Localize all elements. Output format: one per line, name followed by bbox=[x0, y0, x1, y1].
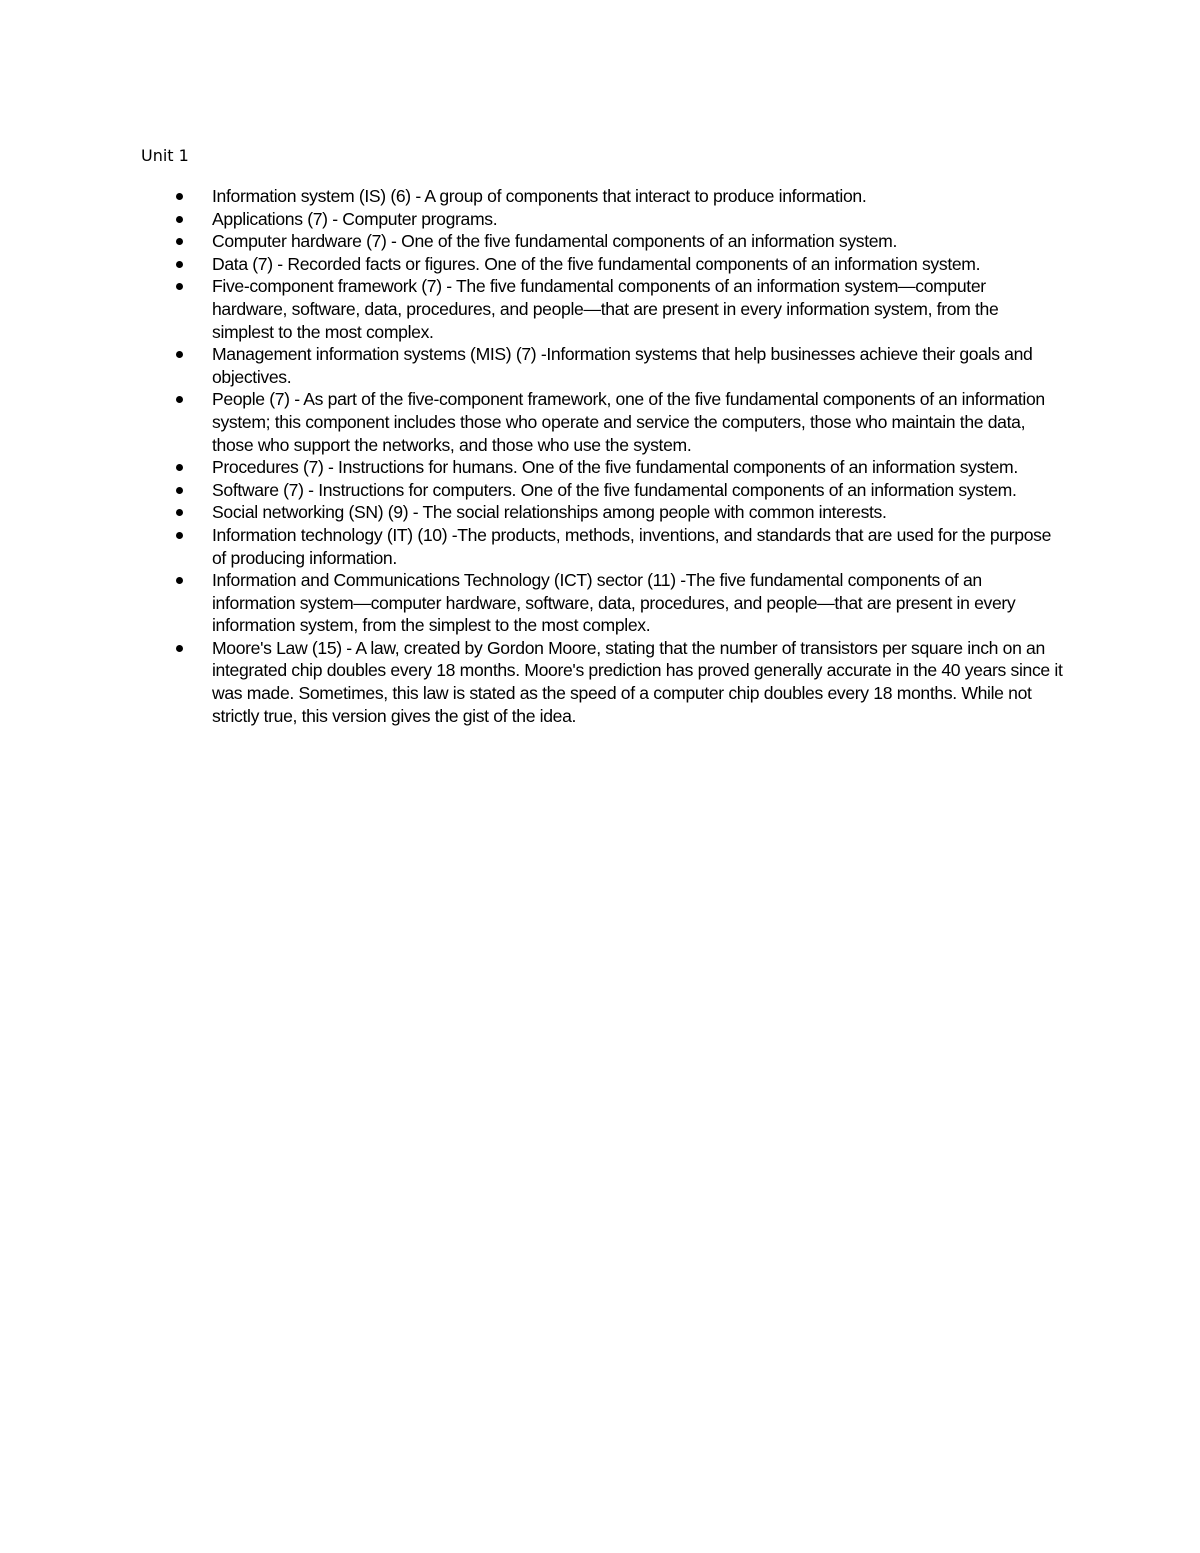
list-item bbox=[212, 185, 1064, 208]
list-item-text: Data (7) - Recorded facts or figures. One of the five fundamental components of an information system. bbox=[212, 253, 981, 274]
bullet-icon bbox=[176, 396, 183, 403]
page-heading: Unit 1 bbox=[141, 146, 189, 165]
bullet-icon bbox=[176, 487, 183, 494]
list-item-text: People (7) - As part of the five-component framework, one of the five fundamental components of an information system; this component includes those who operate and service the computers, those who maintain the data, those who support the networks, and those who use the system. bbox=[212, 389, 1045, 455]
bullet-icon bbox=[176, 193, 183, 200]
bullet-icon bbox=[176, 351, 183, 358]
bullet-icon bbox=[176, 261, 183, 268]
list-item bbox=[212, 501, 1064, 524]
list-item-text: Moore's Law (15) - A law, created by Gordon Moore, stating that the number of transistors per square inch on an integrated chip doubles every 18 months. Moore's prediction has proved generally accurate in the 40 years since it was made. Sometimes, this law is stated as the speed of a computer chip doubles every 18 months. While not strictly true, this version gives the gist of the idea. bbox=[212, 637, 1063, 726]
bullet-icon bbox=[176, 283, 183, 290]
list-item bbox=[212, 343, 1064, 388]
list-item bbox=[212, 524, 1064, 569]
bullet-icon bbox=[176, 577, 183, 584]
list-item bbox=[212, 637, 1064, 727]
list-item bbox=[212, 253, 1064, 276]
bullet-icon bbox=[176, 216, 183, 223]
bullet-icon bbox=[176, 645, 183, 652]
list-item bbox=[212, 388, 1064, 456]
list-item bbox=[212, 479, 1064, 502]
list-item-text: Applications (7) - Computer programs. bbox=[212, 208, 498, 229]
list-item-text: Procedures (7) - Instructions for humans. One of the five fundamental components of an information system. bbox=[212, 457, 1018, 478]
term-list bbox=[212, 185, 1064, 727]
bullet-icon bbox=[176, 532, 183, 539]
list-item-text: Information system (IS) (6) - A group of components that interact to produce information. bbox=[212, 186, 867, 206]
list-item-text: Information technology (IT) (10) -The products, methods, inventions, and standards that are used for the purpose of producing information. bbox=[212, 524, 1052, 568]
list-item bbox=[212, 275, 1064, 343]
list-item bbox=[212, 208, 1064, 231]
list-item-text: Information and Communications Technology (ICT) sector (11) -The five fundamental components of an information system—computer hardware, software, data, procedures, and people—that are present in every information system, from the simplest to the most complex. bbox=[212, 570, 1016, 636]
bullet-icon bbox=[176, 238, 183, 245]
list-item-text: Computer hardware (7) - One of the five fundamental components of an information system. bbox=[212, 231, 898, 252]
list-item-text: Five-component framework (7) - The five fundamental components of an information system—computer hardware, software, data, procedures, and people—that are present in every information system, from the simplest to the most complex. bbox=[212, 276, 999, 342]
bullet-icon bbox=[176, 509, 183, 516]
list-item bbox=[212, 456, 1064, 479]
list-item-text: Software (7) - Instructions for computers. One of the five fundamental components of an information system. bbox=[212, 479, 1017, 500]
bullet-icon bbox=[176, 464, 183, 471]
list-item-text: Management information systems (MIS) (7) -Information systems that help businesses achieve their goals and objectives. bbox=[212, 344, 1033, 387]
list-item bbox=[212, 230, 1064, 253]
list-item bbox=[212, 569, 1064, 637]
list-item-text: Social networking (SN) (9) - The social relationships among people with common interests. bbox=[212, 502, 887, 523]
